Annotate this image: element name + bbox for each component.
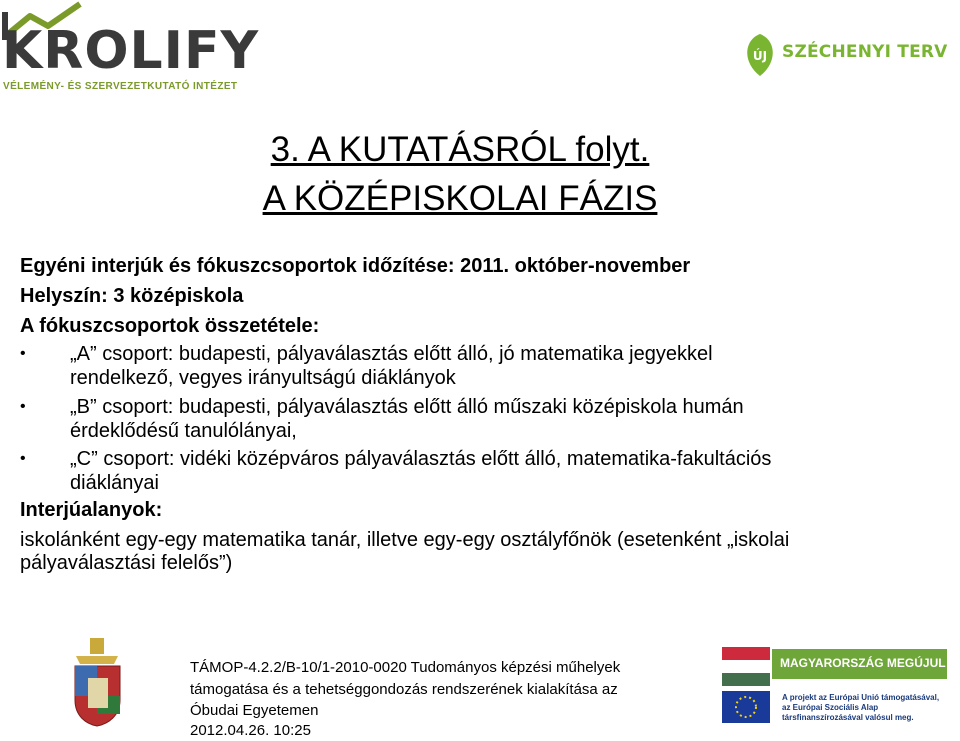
megujul-banner (772, 649, 947, 679)
page-title-line2: A KÖZÉPISKOLAI FÁZIS (262, 179, 658, 218)
szechenyi-text: SZÉCHENYI TERV (782, 42, 948, 62)
megujul-banner-text: MAGYARORSZÁG MEGÚJUL (780, 656, 946, 670)
krolify-wordmark: KROLIFY (2, 21, 260, 81)
interviewees-line1: iskolánként egy-egy matematika tanár, illetve egy-egy osztályfőnök (esetenként „iskolai (20, 529, 790, 551)
bullet-c-line2: diáklányai (70, 472, 159, 494)
location-line: Helyszín: 3 középiskola (20, 285, 244, 307)
bullet-icon: • (20, 345, 26, 362)
bullet-a-line1: „A” csoport: budapesti, pályaválasztás előtt álló, jó matematika jegyekkel (70, 343, 713, 365)
hungary-flag-icon (722, 647, 770, 687)
szechenyi-terv-logo (740, 30, 960, 86)
interviewees-line2: pályaválasztási felelős”) (20, 552, 233, 574)
eu-text-line2: az Európai Szociális Alap (782, 703, 879, 712)
bullet-icon: • (20, 398, 26, 415)
eu-support-logo (722, 645, 950, 725)
bullet-a-line2: rendelkező, vegyes irányultságú diáklányok (70, 367, 456, 389)
footer-project-line3: Óbudai Egyetemen (190, 702, 319, 719)
bullet-c-line1: „C” csoport: vidéki középváros pályaválasztás előtt álló, matematika-fakultációs (70, 448, 772, 470)
obuda-crest-icon (70, 638, 125, 728)
szechenyi-leaf-icon (740, 30, 780, 80)
szechenyi-badge: ÚJ (752, 49, 768, 63)
krolify-logo (0, 0, 260, 95)
eu-flag-icon (722, 691, 770, 723)
footer-date: 2012.04.26. 10:25 (190, 722, 311, 739)
krolify-tagline: VÉLEMÉNY- ÉS SZERVEZETKUTATÓ INTÉZET (3, 81, 238, 92)
bullet-b-line1: „B” csoport: budapesti, pályaválasztás előtt álló műszaki középiskola humán (70, 396, 744, 418)
page-title-line1: 3. A KUTATÁSRÓL folyt. (270, 130, 650, 169)
eu-text-line3: társfinanszírozásával valósul meg. (782, 713, 914, 722)
bullet-b-line2: érdeklődésű tanulólányai, (70, 420, 297, 442)
bullet-icon: • (20, 450, 26, 467)
composition-heading: A fókuszcsoportok összetétele: (20, 315, 320, 337)
interviewees-heading: Interjúalanyok: (20, 499, 163, 521)
footer-project-line1: TÁMOP-4.2.2/B-10/1-2010-0020 Tudományos képzési műhelyek (190, 659, 621, 676)
timing-line: Egyéni interjúk és fókuszcsoportok időzítése: 2011. október-november (20, 255, 691, 277)
eu-text-line1: A projekt az Európai Unió támogatásával, (782, 693, 940, 702)
footer-project-line2: támogatása és a tehetséggondozás rendszerének kialakítása az (190, 681, 618, 698)
